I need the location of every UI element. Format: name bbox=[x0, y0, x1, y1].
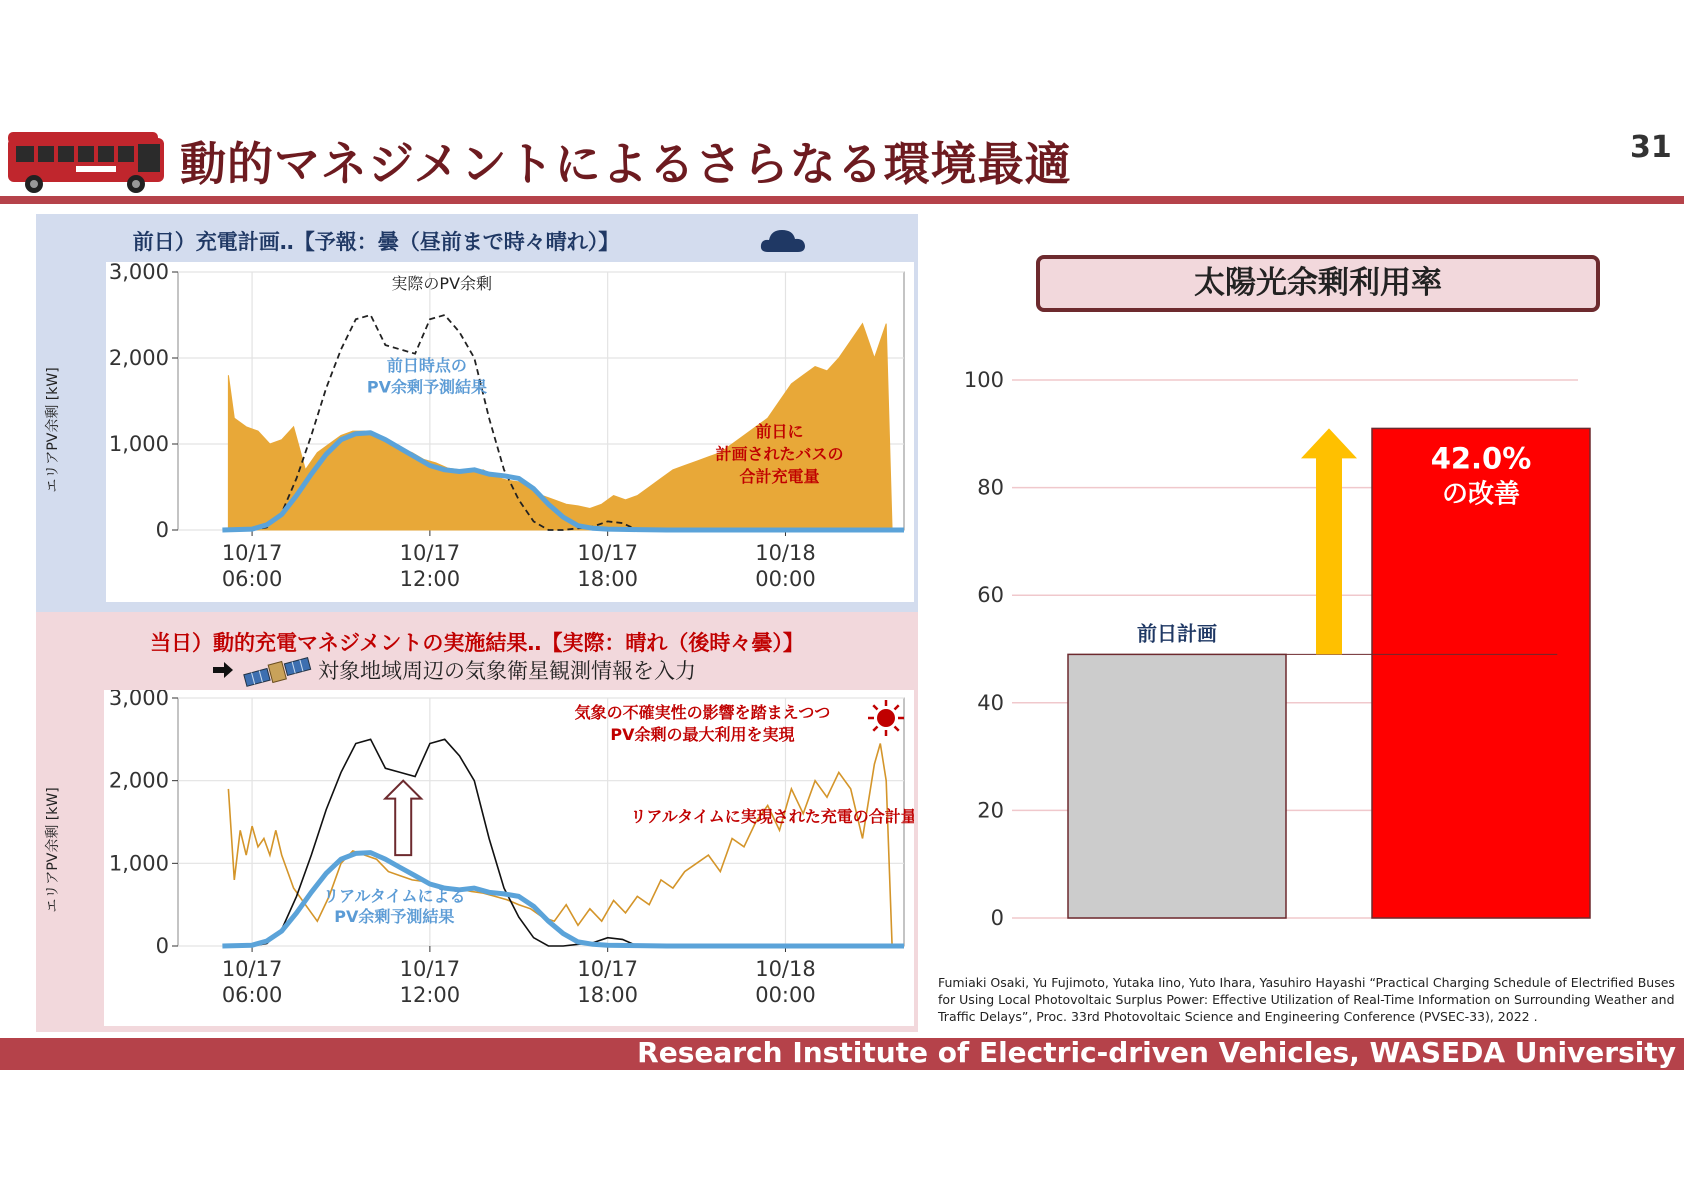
x-tick-label: 06:00 bbox=[221, 983, 283, 1007]
x-tick-label: 10/17 bbox=[221, 541, 283, 565]
right-chart-svg bbox=[940, 360, 1640, 940]
y-tick-label: 1,000 bbox=[108, 432, 169, 456]
top-chart-svg bbox=[106, 262, 914, 602]
y-tick-label: 2,000 bbox=[108, 346, 169, 370]
x-tick-label: 10/17 bbox=[577, 957, 638, 981]
x-tick-label: 06:00 bbox=[221, 567, 283, 591]
y-tick-label: 60 bbox=[977, 583, 1004, 608]
footer-text: Research Institute of Electric-driven Vehicles, WASEDA University bbox=[637, 1036, 1676, 1069]
chart-annotation: PV余剰予測結果 bbox=[366, 377, 487, 397]
right-chart-title: 太陽光余剰利用率 bbox=[1036, 255, 1600, 312]
chart-annotation: リアルタイムによる bbox=[323, 886, 466, 906]
bottom-chart-ylabel: エリアPV余剰 [kW] bbox=[45, 787, 61, 913]
bar-label-plan: 前日計画 bbox=[1137, 621, 1217, 646]
chart-annotation: PV余剰予測結果 bbox=[334, 907, 455, 927]
x-tick-label: 10/17 bbox=[399, 957, 461, 981]
bottom-panel-heading: 当日）動的充電マネジメントの実施結果‥【実際：晴れ（後時々曇）】 bbox=[150, 631, 804, 655]
y-tick-label: 3,000 bbox=[108, 690, 169, 710]
y-tick-label: 1,000 bbox=[108, 851, 169, 876]
x-tick-label: 10/17 bbox=[399, 541, 461, 565]
citation: Fumiaki Osaki, Yu Fujimoto, Yutaka Iino, Yuto Ihara, Yasuhiro Hayashi “Practical Charging Schedule of Electrified Buses for Using Local Photovoltaic Surplus Power: Effective Utilization of Real-Time Information on Surrounding Weather and Traffic Delays”, Proc. 33rd Photovoltaic Science and Engineering Conference (PVSEC-33), 2022 . bbox=[938, 975, 1675, 1024]
x-tick-label: 10/18 bbox=[755, 541, 816, 565]
top-chart-ylabel: エリアPV余剰 [kW] bbox=[45, 367, 61, 493]
x-tick-label: 12:00 bbox=[399, 567, 461, 591]
x-tick-label: 00:00 bbox=[755, 983, 816, 1007]
bottom-chart bbox=[104, 690, 914, 1026]
chart-annotation: 計画されたバスの bbox=[715, 444, 844, 464]
y-tick-label: 0 bbox=[155, 518, 169, 542]
y-tick-label: 0 bbox=[990, 906, 1004, 930]
bottom-chart-svg bbox=[104, 690, 914, 1026]
bottom-panel-subline: 対象地域周辺の気象衛星観測情報を入力 bbox=[318, 659, 696, 683]
page-number: 31 bbox=[1630, 130, 1672, 165]
chart-annotation: PV余剰の最大利用を実現 bbox=[610, 725, 795, 745]
bar-label-improvement: の改善 bbox=[1441, 479, 1521, 510]
top-chart bbox=[106, 262, 914, 602]
improvement-arrow-icon bbox=[1301, 428, 1357, 654]
chart-annotation: 合計充電量 bbox=[739, 466, 820, 486]
y-tick-label: 0 bbox=[155, 934, 169, 958]
x-tick-label: 18:00 bbox=[577, 567, 638, 591]
y-tick-label: 40 bbox=[977, 690, 1004, 715]
satellite-icon bbox=[242, 654, 312, 688]
top-panel-heading: 前日）充電計画‥【予報：曇（昼前まで時々晴れ）】 bbox=[132, 230, 620, 254]
y-tick-label: 20 bbox=[977, 798, 1004, 823]
page-title: 動的マネジメントによるさらなる環境最適 bbox=[180, 137, 1072, 191]
y-tick-label: 80 bbox=[977, 475, 1004, 500]
y-tick-label: 2,000 bbox=[108, 768, 169, 793]
x-tick-label: 10/18 bbox=[755, 957, 816, 981]
cloud-icon bbox=[758, 226, 808, 256]
chart-annotation: 実際のPV余剰 bbox=[391, 274, 493, 294]
x-tick-label: 10/17 bbox=[577, 541, 638, 565]
sun-icon bbox=[868, 700, 904, 736]
arrow-right-icon bbox=[212, 660, 234, 680]
y-tick-label: 3,000 bbox=[108, 262, 169, 284]
x-tick-label: 00:00 bbox=[755, 567, 816, 591]
chart-annotation: 前日時点の bbox=[386, 355, 467, 375]
x-tick-label: 10/17 bbox=[221, 957, 283, 981]
chart-annotation: 気象の不確実性の影響を踏まえつつ bbox=[574, 702, 831, 722]
chart-annotation: 前日に bbox=[755, 422, 804, 442]
bus-logo-icon bbox=[6, 130, 168, 198]
title-underline bbox=[0, 196, 1684, 204]
bar-previous-day-plan bbox=[1068, 654, 1286, 918]
x-tick-label: 18:00 bbox=[577, 983, 638, 1007]
bar-label-improvement: 42.0% bbox=[1430, 441, 1532, 476]
chart-annotation: リアルタイムに実現された充電の合計量 bbox=[630, 807, 914, 826]
x-tick-label: 12:00 bbox=[399, 983, 461, 1007]
y-tick-label: 100 bbox=[963, 368, 1004, 392]
